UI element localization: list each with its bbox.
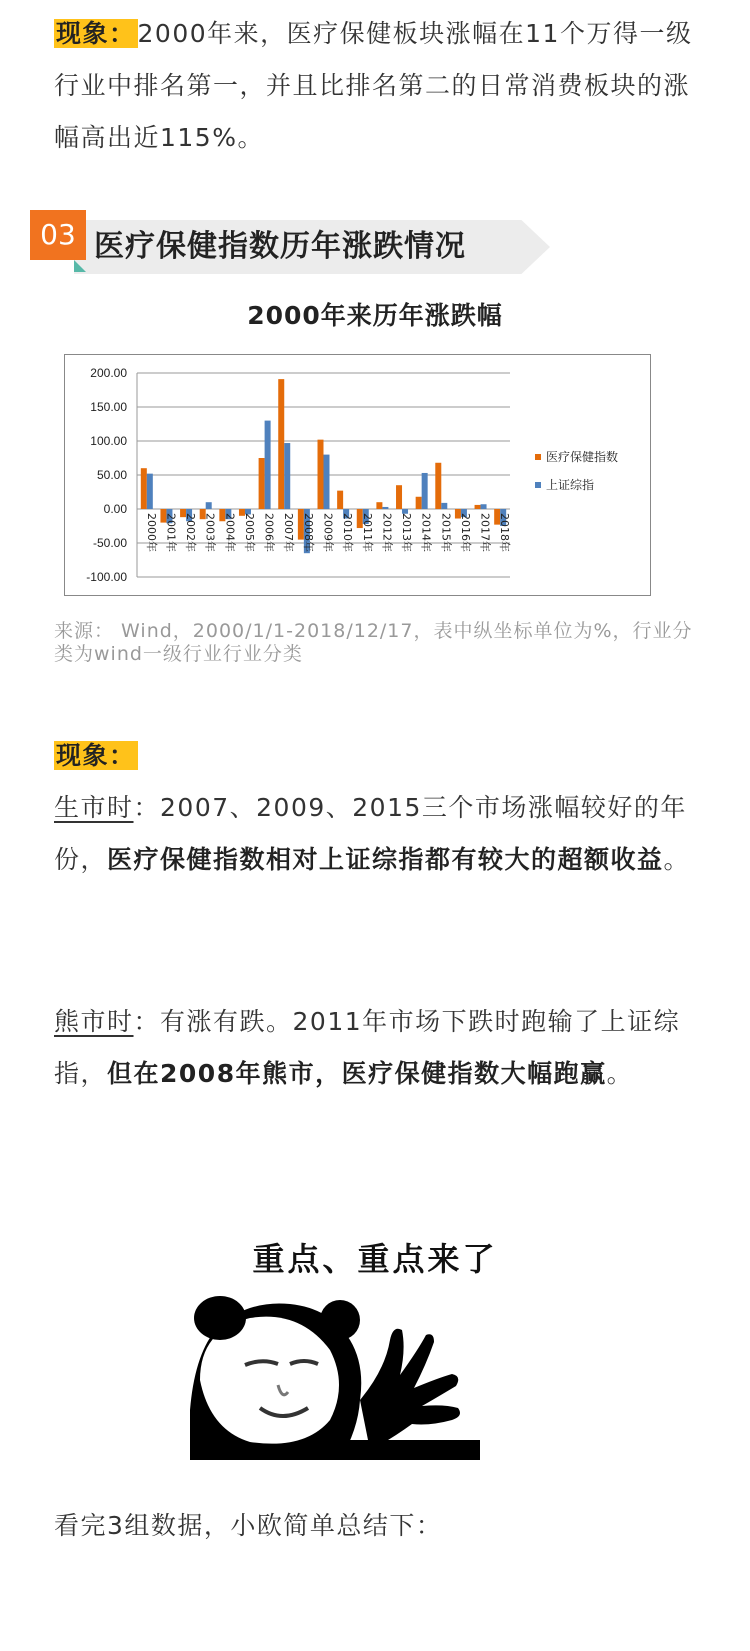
bar-healthcare [278, 379, 284, 509]
x-tick-label: 2015年 [439, 513, 453, 552]
bar-healthcare [475, 505, 481, 509]
x-tick-label: 2017年 [478, 513, 492, 552]
section-number: 03 [30, 210, 86, 260]
legend-label: 医疗保健指数 [546, 450, 619, 464]
bar-healthcare [141, 468, 147, 509]
banner-fold [74, 260, 86, 272]
y-tick-label: 0.00 [103, 502, 127, 516]
bar-shanghai [147, 474, 153, 509]
y-tick-label: 50.00 [96, 468, 127, 482]
bar-shanghai [324, 455, 330, 509]
bull-text-1: ：2007、2009、2015三个市场涨幅较好的年份， [54, 793, 687, 874]
x-tick-label: 2005年 [242, 513, 256, 552]
bar-shanghai [382, 507, 388, 509]
phenomenon-tag: 现象： [56, 19, 136, 48]
y-tick-label: 200.00 [90, 366, 127, 380]
x-tick-label: 2013年 [400, 513, 414, 552]
legend-swatch [535, 482, 541, 488]
bear-text-1: ：有涨有跌。2011年市场下跌时跑输了上证综指， [54, 1007, 681, 1088]
bar-shanghai [284, 443, 290, 509]
summary-paragraph: 看完3组数据，小欧简单总结下： [54, 1511, 443, 1540]
bull-text-bold: 医疗保健指数相对上证综指都有较大的超额收益 [107, 845, 664, 874]
bear-paragraph [54, 996, 704, 1100]
bar-shanghai [206, 502, 212, 509]
section-title: 医疗保健指数历年涨跌情况 [94, 229, 466, 264]
bull-paragraph [54, 782, 704, 886]
x-tick-label: 2014年 [419, 513, 433, 552]
intro-text: 2000年来，医疗保健板块涨幅在11个万得一级行业中排名第一，并且比排名第二的日常消费板块的涨幅高出近115%。 [54, 19, 693, 152]
y-tick-label: -100.00 [86, 570, 127, 584]
bar-chart [65, 355, 650, 595]
bar-shanghai [481, 504, 487, 509]
y-tick-label: 100.00 [90, 434, 127, 448]
bear-text-3: 。 [606, 1059, 634, 1088]
bear-text-bold: 但在2008年熊市，医疗保健指数大幅跑赢 [107, 1059, 607, 1088]
bar-healthcare [396, 485, 402, 509]
x-tick-label: 2012年 [380, 513, 394, 552]
bar-healthcare [337, 491, 343, 509]
x-tick-label: 2018年 [498, 513, 512, 552]
x-tick-label: 2006年 [262, 513, 276, 552]
bar-shanghai [441, 503, 447, 509]
x-tick-label: 2008年 [301, 513, 315, 552]
x-tick-label: 2001年 [164, 513, 178, 552]
x-tick-label: 2004年 [223, 513, 237, 552]
bar-healthcare [376, 502, 382, 509]
x-tick-label: 2011年 [360, 513, 374, 552]
meme-caption: 重点、重点来了 [252, 1240, 498, 1278]
x-tick-label: 2002年 [184, 513, 198, 552]
x-tick-label: 2016年 [458, 513, 472, 552]
x-tick-label: 2000年 [144, 513, 158, 552]
x-tick-label: 2003年 [203, 513, 217, 552]
bull-term: 生市时 [54, 793, 134, 822]
bar-healthcare [318, 440, 324, 509]
x-tick-label: 2009年 [321, 513, 335, 552]
bear-term: 熊市时 [54, 1007, 134, 1036]
chart-frame [64, 354, 651, 596]
bar-healthcare [259, 458, 265, 509]
x-tick-label: 2010年 [341, 513, 355, 552]
bar-healthcare [435, 463, 441, 509]
intro-paragraph [54, 8, 704, 164]
section-header [30, 210, 570, 276]
y-tick-label: 150.00 [90, 400, 127, 414]
source-note: 来源： Wind，2000/1/1-2018/12/17，表中纵坐标单位为%，行业分类为wind一级行业行业分类 [54, 620, 693, 665]
legend-label: 上证综指 [546, 478, 595, 492]
phenomenon-tag-2: 现象： [56, 741, 136, 770]
x-tick-label: 2007年 [282, 513, 296, 552]
phenomenon2-heading [54, 730, 704, 782]
bull-text-3: 。 [663, 845, 691, 874]
chart-title: 2000年来历年涨跌幅 [247, 301, 503, 330]
bar-healthcare [416, 497, 422, 509]
panda-meme-image [190, 1290, 480, 1460]
y-tick-label: -50.00 [92, 536, 127, 550]
bar-shanghai [265, 421, 271, 509]
legend-swatch [535, 454, 541, 460]
bar-shanghai [422, 473, 428, 509]
